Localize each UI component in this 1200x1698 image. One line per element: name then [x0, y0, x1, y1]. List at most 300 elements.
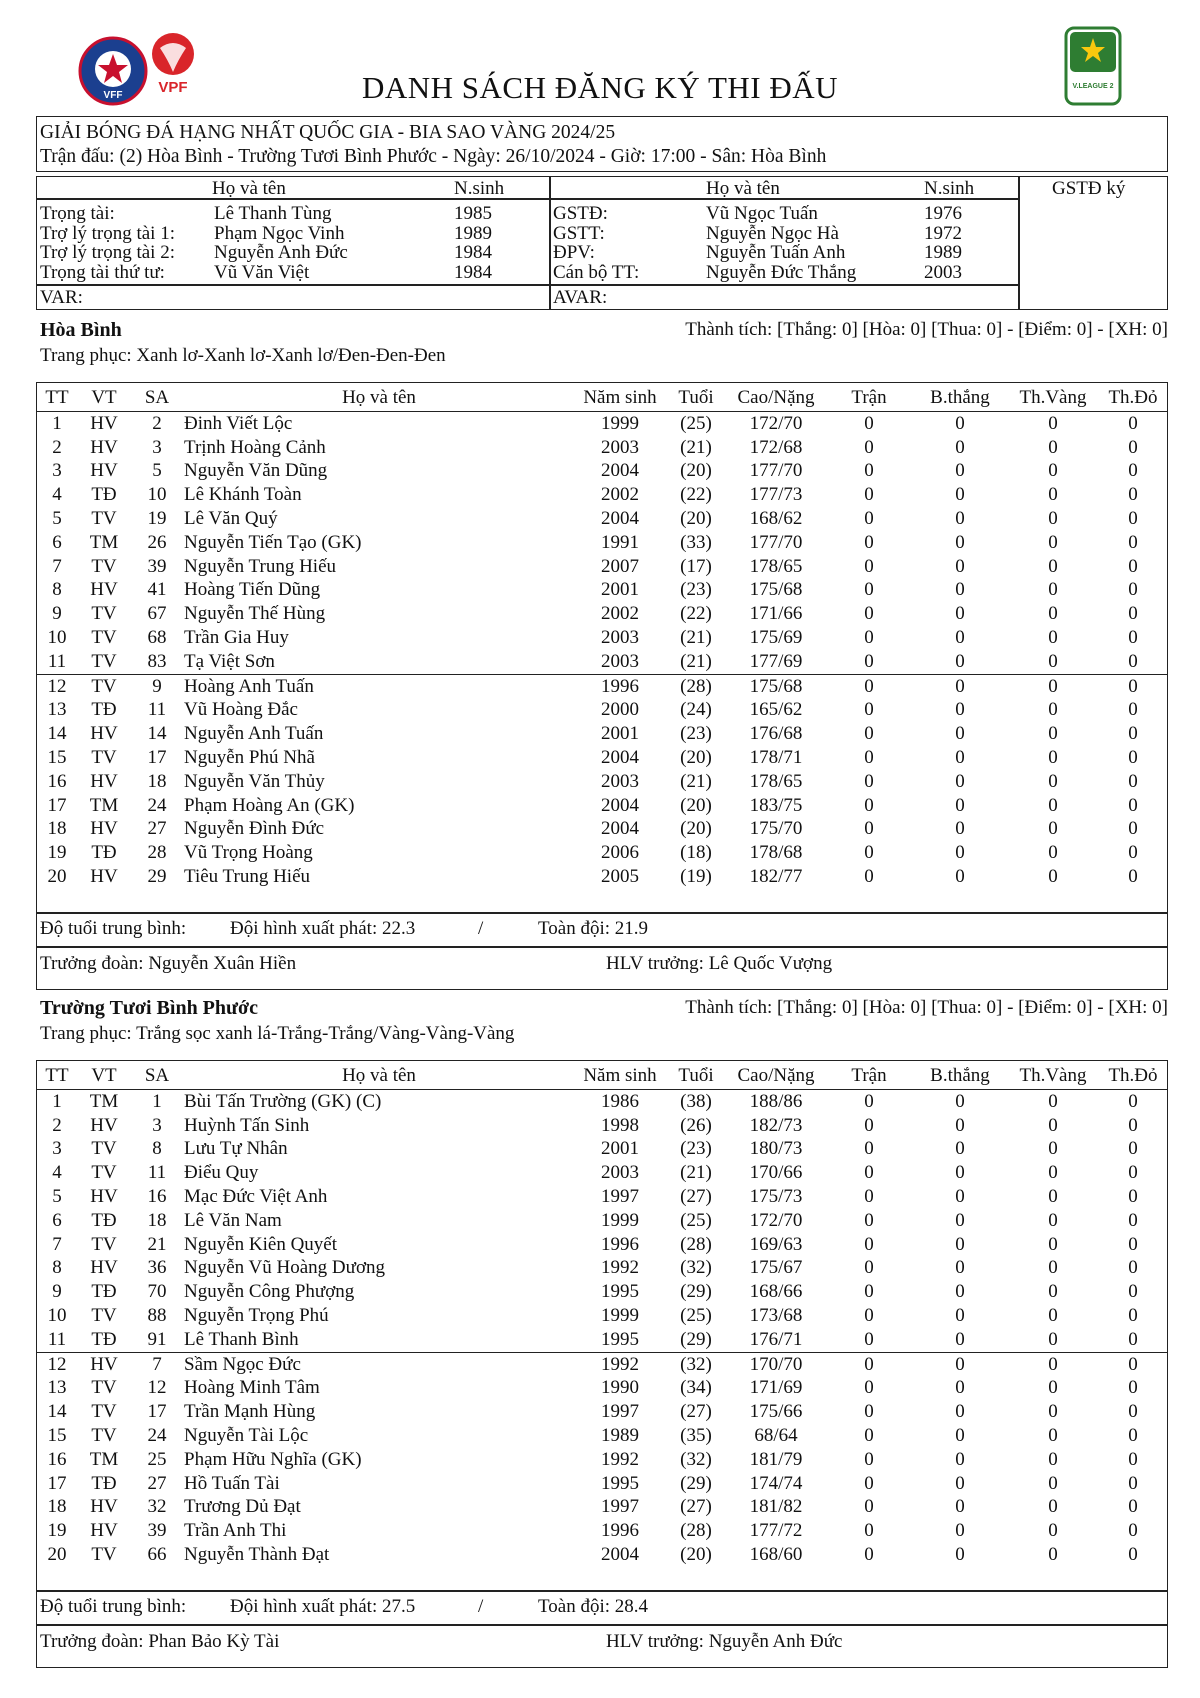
table-cell: 168/60 [749, 1544, 803, 1566]
table-cell: 0 [864, 1496, 874, 1518]
table-cell: 177/72 [749, 1520, 803, 1542]
table-cell: (28) [666, 674, 726, 698]
table-cell: 0 [912, 1352, 1008, 1376]
var-label: VAR: [40, 287, 83, 308]
table-cell: 7 [52, 555, 62, 577]
table-cell: TĐ [91, 699, 117, 721]
official-name: Vũ Ngọc Tuấn [706, 203, 818, 224]
table-cell: Vũ Hoàng Đắc [184, 699, 298, 721]
table-cell: 0 [864, 484, 874, 506]
official-year: 2003 [924, 262, 962, 283]
table-cell: TV [91, 1305, 117, 1327]
table-cell: 177/70 [749, 531, 803, 553]
table-cell: Nguyễn Phú Nhã [184, 747, 315, 769]
page-title: DANH SÁCH ĐĂNG KÝ THI ĐẤU [361, 70, 839, 105]
avg-age-starting: Đội hình xuất phát: 27.5 [230, 1596, 416, 1617]
table-cell: 0 [1048, 1496, 1058, 1518]
table-cell: 175/73 [749, 1186, 803, 1208]
table-cell: 2003 [601, 436, 639, 458]
head-coach: HLV trưởng: Lê Quốc Vượng [606, 953, 833, 974]
table-cell: 0 [864, 1209, 874, 1231]
officials-header-year-right: N.sinh [924, 178, 975, 199]
table-cell: Nguyễn Vũ Hoàng Dương [184, 1257, 386, 1279]
table-cell: (20) [680, 747, 712, 769]
table-cell: 0 [1128, 555, 1138, 577]
table-cell: 8 [52, 1257, 62, 1279]
table-cell: 17 [47, 794, 67, 816]
table-row [36, 507, 1168, 531]
table-cell: (23) [680, 1138, 712, 1160]
table-cell: TV [91, 1138, 117, 1160]
table-cell: Lê Văn Quý [184, 508, 278, 530]
table-cell: Nguyễn Kiên Quyết [184, 1233, 338, 1255]
table-row [36, 1496, 1168, 1520]
table-cell: 0 [864, 723, 874, 745]
table-cell: 1997 [601, 1401, 639, 1423]
table-cell: 0 [864, 1114, 874, 1136]
table-cell: 178/65 [749, 770, 803, 792]
table-cell: 0 [1048, 555, 1058, 577]
table-cell: HV [90, 1114, 118, 1136]
official-name: Nguyễn Đức Thắng [706, 262, 857, 283]
table-cell: 0 [864, 436, 874, 458]
table-cell: Mạc Đức Việt Anh [184, 1186, 328, 1208]
avg-age-starting: Đội hình xuất phát: 22.3 [230, 918, 416, 939]
table-cell: 0 [1048, 1448, 1058, 1470]
column-header: Th.Vàng [1008, 1062, 1098, 1090]
official-name: Nguyễn Anh Đức [214, 242, 348, 263]
table-cell: Lê Văn Nam [184, 1209, 282, 1231]
table-cell: 0 [864, 1305, 874, 1327]
table-cell: 13 [47, 699, 67, 721]
table-cell: 39 [147, 1520, 167, 1542]
column-header: Th.Vàng [1008, 384, 1098, 412]
table-cell: (32) [680, 1448, 712, 1470]
table-cell: 178/71 [749, 747, 803, 769]
table-cell: 7 [130, 1352, 184, 1376]
table-cell: 0 [955, 1425, 965, 1447]
table-cell: 0 [1048, 747, 1058, 769]
table-cell: 1999 [601, 1209, 639, 1231]
table-cell: 14 [147, 723, 167, 745]
avg-age-squad: Toàn đội: 21.9 [538, 918, 649, 939]
table-cell: 2001 [601, 579, 639, 601]
table-cell: 88 [147, 1305, 167, 1327]
table-cell: 91 [147, 1328, 167, 1350]
table-cell: 0 [1128, 579, 1138, 601]
table-cell: 175/66 [749, 1401, 803, 1423]
table-cell: (35) [680, 1425, 712, 1447]
table-cell: 18 [147, 770, 167, 792]
table-cell: 0 [955, 1114, 965, 1136]
table-cell: 0 [1048, 460, 1058, 482]
table-cell: (29) [680, 1472, 712, 1494]
table-cell: 0 [1128, 1186, 1138, 1208]
table-cell: 16 [47, 1448, 67, 1470]
table-cell: 0 [1128, 723, 1138, 745]
table-cell: Vũ Trọng Hoàng [184, 842, 313, 864]
table-row [36, 1138, 1168, 1162]
official-name: Nguyễn Ngọc Hà [706, 223, 839, 244]
table-cell: 18 [47, 818, 67, 840]
table-row [36, 1280, 1168, 1304]
table-cell: 0 [1048, 579, 1058, 601]
table-row [36, 1448, 1168, 1472]
official-name: Phạm Ngọc Vinh [214, 223, 345, 244]
column-header: Năm sinh [574, 384, 666, 412]
table-cell: 0 [864, 699, 874, 721]
table-cell: (34) [680, 1377, 712, 1399]
table-cell: 0 [1048, 1257, 1058, 1279]
table-cell: Hoàng Minh Tâm [184, 1377, 320, 1399]
table-row [36, 579, 1168, 603]
table-cell: 0 [955, 1281, 965, 1303]
table-row [36, 1519, 1168, 1543]
table-cell: 0 [1098, 1352, 1168, 1376]
table-row [36, 555, 1168, 579]
table-cell: 0 [955, 1472, 965, 1494]
table-cell: 18 [147, 1209, 167, 1231]
table-cell: 3 [152, 436, 162, 458]
table-cell: 24 [147, 1425, 167, 1447]
table-row [36, 1352, 1168, 1376]
table-cell: 171/69 [749, 1377, 803, 1399]
table-cell: 0 [864, 794, 874, 816]
table-cell: 1999 [601, 412, 639, 434]
table-cell: 9 [130, 674, 184, 698]
table-cell: 0 [955, 794, 965, 816]
table-cell: 0 [864, 460, 874, 482]
table-cell: 0 [864, 818, 874, 840]
table-cell: 1997 [601, 1186, 639, 1208]
table-cell: 68 [147, 627, 167, 649]
table-cell: TĐ [91, 1209, 117, 1231]
table-cell: 0 [955, 460, 965, 482]
table-cell: Đinh Viết Lộc [184, 412, 293, 434]
table-cell: 170/66 [749, 1162, 803, 1184]
table-cell: 0 [955, 650, 965, 672]
table-cell: 0 [1128, 770, 1138, 792]
table-row [36, 436, 1168, 460]
table-cell: Nguyễn Đình Đức [184, 818, 325, 840]
table-cell: 0 [1048, 1090, 1058, 1112]
table-cell: 4 [52, 1162, 62, 1184]
table-cell: 0 [1128, 460, 1138, 482]
table-cell: Nguyễn Văn Thủy [184, 770, 325, 792]
table-cell: 1992 [601, 1448, 639, 1470]
table-cell: (28) [680, 1520, 712, 1542]
table-cell: 20 [47, 866, 67, 888]
table-cell: (21) [680, 627, 712, 649]
table-cell: 32 [147, 1496, 167, 1518]
table-cell: 178/65 [749, 555, 803, 577]
avg-age-slash: / [478, 918, 484, 939]
table-cell: 19 [47, 1520, 67, 1542]
table-cell: HV [90, 866, 118, 888]
table-cell: 0 [1128, 1209, 1138, 1231]
table-cell: 17 [147, 747, 167, 769]
table-cell: 0 [826, 674, 912, 698]
table-cell: 180/73 [749, 1138, 803, 1160]
table-cell: 182/77 [749, 866, 803, 888]
table-cell: 29 [147, 866, 167, 888]
table-cell: 19 [47, 842, 67, 864]
table-cell: TV [91, 508, 117, 530]
table-cell: 8 [152, 1138, 162, 1160]
table-cell: 2004 [601, 508, 639, 530]
table-cell: 2004 [601, 1544, 639, 1566]
table-cell: 0 [1048, 436, 1058, 458]
avg-age-label: Độ tuổi trung bình: [40, 918, 187, 939]
table-cell: 0 [955, 1186, 965, 1208]
table-cell: 0 [955, 1544, 965, 1566]
table-cell: TĐ [91, 842, 117, 864]
table-cell: 0 [1048, 866, 1058, 888]
official-role: Cán bộ TT: [553, 262, 640, 283]
table-cell: 70 [147, 1281, 167, 1303]
table-cell: 12 [147, 1377, 167, 1399]
table-cell: 21 [147, 1233, 167, 1255]
table-cell: 1 [152, 1090, 162, 1112]
table-row [36, 818, 1168, 842]
table-cell: 0 [1128, 1162, 1138, 1184]
table-cell: 0 [1048, 1233, 1058, 1255]
table-cell: 0 [1048, 1162, 1058, 1184]
table-cell: 0 [864, 579, 874, 601]
table-cell: 0 [1128, 1281, 1138, 1303]
table-cell: Nguyễn Văn Dũng [184, 460, 328, 482]
table-cell: 18 [47, 1496, 67, 1518]
table-cell: 169/63 [749, 1233, 803, 1255]
table-cell: (20) [680, 508, 712, 530]
table-cell: HV [90, 436, 118, 458]
table-cell: Nguyễn Trọng Phú [184, 1305, 329, 1327]
table-cell: 12 [36, 674, 78, 698]
table-cell: 0 [1128, 866, 1138, 888]
table-cell: 0 [1128, 1305, 1138, 1327]
table-cell: 0 [864, 412, 874, 434]
table-row [36, 1377, 1168, 1401]
officials-header-sign: GSTĐ ký [1052, 178, 1126, 199]
column-header: Cao/Nặng [726, 1062, 826, 1090]
table-cell: 181/82 [749, 1496, 803, 1518]
column-header: Tuổi [666, 384, 726, 412]
table-cell: 2004 [601, 818, 639, 840]
table-cell: 1996 [601, 1233, 639, 1255]
table-cell: 0 [1048, 1472, 1058, 1494]
table-cell: 0 [1048, 1544, 1058, 1566]
table-cell: Hồ Tuấn Tài [184, 1472, 280, 1494]
table-cell: TV [91, 1162, 117, 1184]
table-cell: Lê Thanh Bình [184, 1328, 299, 1350]
avg-age-label: Độ tuổi trung bình: [40, 1596, 187, 1617]
table-cell: 0 [1048, 794, 1058, 816]
table-cell: TM [89, 1448, 119, 1470]
table-cell: 11 [47, 1328, 67, 1350]
table-cell: 0 [864, 555, 874, 577]
table-cell: 0 [1048, 484, 1058, 506]
table-cell: 83 [147, 650, 167, 672]
table-cell: 0 [1128, 1328, 1138, 1350]
table-cell: (27) [680, 1496, 712, 1518]
table-row [36, 1233, 1168, 1257]
table-cell: 27 [147, 1472, 167, 1494]
table-cell: Bùi Tấn Trường (GK) (C) [184, 1090, 382, 1112]
table-row [36, 1114, 1168, 1138]
table-cell: 175/70 [749, 818, 803, 840]
table-cell: HV [90, 412, 118, 434]
table-cell: 5 [152, 460, 162, 482]
table-cell: 181/79 [749, 1448, 803, 1470]
table-cell: 172/70 [749, 412, 803, 434]
table-cell: 10 [47, 1305, 67, 1327]
table-cell: 0 [1128, 412, 1138, 434]
table-cell: Huỳnh Tấn Sinh [184, 1114, 310, 1136]
table-cell: 12 [36, 1352, 78, 1376]
official-role: GSTĐ: [553, 203, 608, 224]
table-cell: 0 [912, 674, 1008, 698]
table-cell: 0 [955, 1377, 965, 1399]
table-cell: 0 [955, 1496, 965, 1518]
column-header: TT [36, 384, 78, 412]
table-cell: Phạm Hữu Nghĩa (GK) [184, 1448, 362, 1470]
table-cell: 0 [1128, 699, 1138, 721]
table-cell: 0 [864, 1328, 874, 1350]
table-cell: 1997 [601, 1496, 639, 1518]
table-cell: 1992 [601, 1257, 639, 1279]
table-cell: 16 [47, 770, 67, 792]
official-year: 1984 [454, 262, 492, 283]
officials-header-name-left: Họ và tên [212, 178, 286, 199]
roster-table [36, 384, 1168, 889]
table-cell: 3 [152, 1114, 162, 1136]
table-cell: 0 [864, 1162, 874, 1184]
table-cell: Điểu Quy [184, 1162, 259, 1184]
officials-header-year-left: N.sinh [454, 178, 505, 199]
table-cell: 0 [1128, 650, 1138, 672]
column-header: B.thắng [912, 1062, 1008, 1090]
table-row [36, 770, 1168, 794]
table-cell: 26 [147, 531, 167, 553]
table-row [36, 1185, 1168, 1209]
table-cell: TV [78, 674, 130, 698]
table-cell: (29) [680, 1328, 712, 1350]
table-cell: (32) [666, 1352, 726, 1376]
table-cell: 20 [47, 1544, 67, 1566]
table-cell: Nguyễn Trung Hiếu [184, 555, 337, 577]
table-cell: 0 [864, 747, 874, 769]
team-manager: Trưởng đoàn: Phan Bảo Kỳ Tài [40, 1631, 280, 1652]
table-row [36, 1424, 1168, 1448]
table-cell: 1990 [601, 1377, 639, 1399]
table-cell: 0 [955, 579, 965, 601]
table-cell: 0 [1128, 1448, 1138, 1470]
table-cell: 0 [1048, 1209, 1058, 1231]
table-cell: 0 [1048, 723, 1058, 745]
official-role: GSTT: [553, 223, 605, 244]
table-cell: TV [91, 1401, 117, 1423]
table-cell: Nguyễn Thành Đạt [184, 1544, 330, 1566]
avg-age-slash: / [478, 1596, 484, 1617]
table-cell: 0 [1128, 1496, 1138, 1518]
table-row [36, 722, 1168, 746]
table-cell: HV [90, 723, 118, 745]
table-cell: 0 [955, 770, 965, 792]
table-cell: 0 [864, 1448, 874, 1470]
table-cell: 2 [152, 412, 162, 434]
table-cell: 0 [1128, 436, 1138, 458]
table-cell: 0 [955, 603, 965, 625]
table-cell: 0 [864, 1377, 874, 1399]
svg-text:VFF: VFF [103, 90, 123, 101]
table-cell: 0 [955, 818, 965, 840]
table-cell: (27) [680, 1401, 712, 1423]
table-cell: 0 [1128, 1233, 1138, 1255]
table-cell: HV [90, 770, 118, 792]
table-cell: 0 [1128, 1114, 1138, 1136]
table-row [36, 531, 1168, 555]
table-cell: HV [90, 579, 118, 601]
table-cell: 177/70 [749, 460, 803, 482]
table-cell: 0 [864, 1425, 874, 1447]
column-header: SA [130, 1062, 184, 1090]
column-header: Th.Đỏ [1098, 384, 1168, 412]
table-cell: Nguyễn Tài Lộc [184, 1425, 309, 1447]
table-cell: 16 [147, 1186, 167, 1208]
table-cell: 172/68 [749, 436, 803, 458]
official-role: ĐPV: [553, 242, 595, 263]
table-cell: 11 [147, 699, 167, 721]
table-cell: Nguyễn Tiến Tạo (GK) [184, 531, 362, 553]
table-cell: 0 [1128, 794, 1138, 816]
table-cell: 0 [1048, 1520, 1058, 1542]
table-row [36, 794, 1168, 818]
column-header: Trận [826, 384, 912, 412]
table-cell: 0 [1048, 1328, 1058, 1350]
table-cell: TV [91, 1233, 117, 1255]
official-role: Trọng tài: [40, 203, 115, 224]
table-cell: 1995 [601, 1472, 639, 1494]
table-cell: Trần Mạnh Hùng [184, 1401, 316, 1423]
table-cell: 2003 [601, 650, 639, 672]
table-cell: 1992 [574, 1352, 666, 1376]
table-cell: 0 [1048, 1138, 1058, 1160]
table-cell: 0 [955, 1209, 965, 1231]
column-header: Năm sinh [574, 1062, 666, 1090]
table-cell: Tiêu Trung Hiếu [184, 866, 311, 888]
table-cell: 176/71 [749, 1328, 803, 1350]
table-cell: 0 [1128, 1090, 1138, 1112]
table-cell: 0 [864, 1233, 874, 1255]
column-header: Tuổi [666, 1062, 726, 1090]
table-cell: 0 [1048, 699, 1058, 721]
table-cell: 0 [955, 1305, 965, 1327]
table-cell: 14 [47, 1401, 67, 1423]
table-cell: 15 [47, 747, 67, 769]
table-cell: 0 [1048, 770, 1058, 792]
table-cell: 6 [52, 531, 62, 553]
table-cell: 17 [47, 1472, 67, 1494]
table-cell: 178/68 [749, 842, 803, 864]
column-header: VT [78, 1062, 130, 1090]
table-cell: 39 [147, 555, 167, 577]
table-cell: 0 [1128, 1377, 1138, 1399]
table-row [36, 1400, 1168, 1424]
table-cell: TĐ [91, 1328, 117, 1350]
official-year: 1989 [454, 223, 492, 244]
team-record: Thành tích: [Thắng: 0] [Hòa: 0] [Thua: 0] - [Điểm: 0] - [XH: 0] [685, 997, 1168, 1018]
table-cell: HV [90, 460, 118, 482]
